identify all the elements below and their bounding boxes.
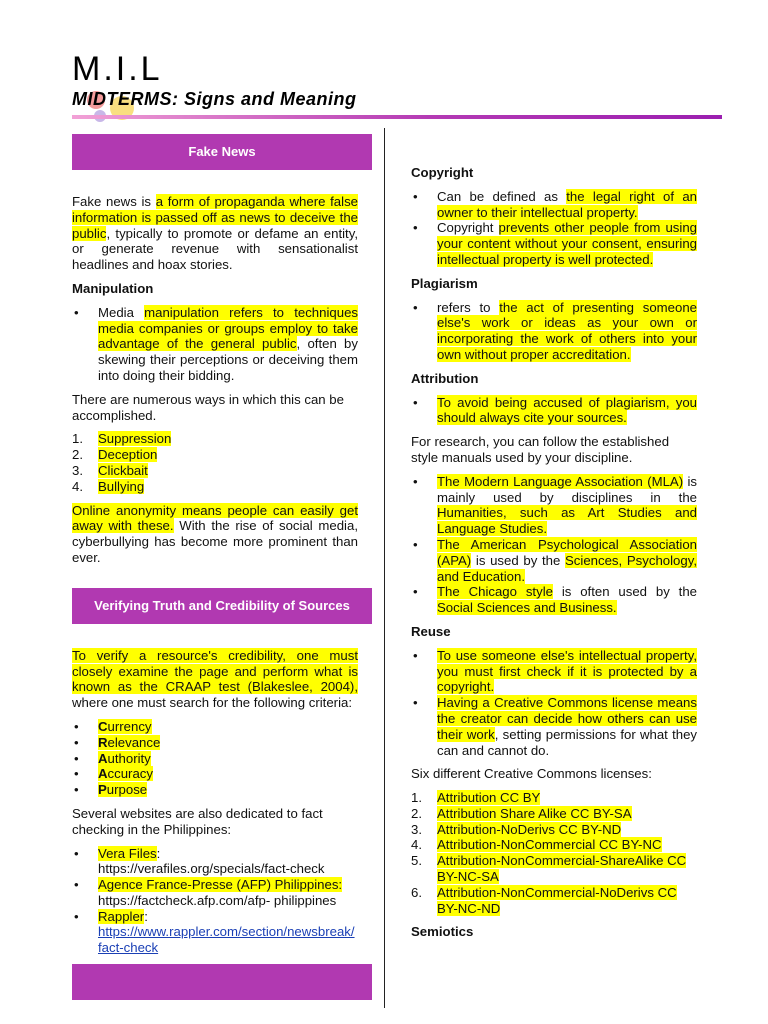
cc-paragraph: Six different Creative Commons licenses: xyxy=(411,766,652,782)
site-url: https://factcheck.afp.com/afp- philippines xyxy=(98,892,337,908)
craap-paragraph: To verify a resource's credibility, one must closely examine the page and perform what is known as the CRAAP test (Blakeslee, 2004), where one must search for the following criteria: xyxy=(72,647,358,711)
list-item: 1. Attribution CC BY xyxy=(411,790,541,806)
style-manuals-list xyxy=(411,474,697,616)
manipulation-heading: Manipulation xyxy=(72,280,154,296)
manipulation-list xyxy=(72,305,358,384)
document-header xyxy=(72,50,732,122)
list-item: 3. Attribution-NoDerivs CC BY-ND xyxy=(411,821,622,837)
list-item: • The Chicago style is often used by the Social Sciences and Business. xyxy=(411,584,697,616)
list-item: • Purpose xyxy=(72,782,358,798)
list-item: • refers to the act of presenting someone else's work or ideas as your own or incorporating the work of others into your own without proper accreditation. xyxy=(411,300,697,363)
list-item: • Rappler: https://www.rappler.com/section/newsbreak/fact-check xyxy=(72,909,358,956)
list-item: • The American Psychological Association (APA) is used by the Sciences, Psychology, and Education. xyxy=(411,537,697,584)
section-banner-empty xyxy=(72,964,372,1000)
fake-news-paragraph: Fake news is a form of propaganda where false information is passed off as news to deceive the public, typically to promote or defame an entity, or generate revenue with sensationalist headlines and hoax stories. xyxy=(72,194,358,273)
list-item: 4. Attribution-NonCommercial CC BY-NC xyxy=(411,837,662,853)
list-item: 3. Clickbait xyxy=(72,462,148,478)
list-item: • The Modern Language Association (MLA) is mainly used by disciplines in the Humanities, such as Art Studies and Language Studies. xyxy=(411,474,697,537)
fact-check-sites-list xyxy=(72,846,358,957)
left-column xyxy=(72,134,358,1000)
cc-licenses-list xyxy=(411,790,697,916)
list-item: • Vera Files: https://verafiles.org/specials/fact-check xyxy=(72,846,358,878)
list-item: 2. Deception xyxy=(72,447,158,463)
list-item: • To avoid being accused of plagiarism, you should always cite your sources. xyxy=(411,395,697,427)
reuse-list xyxy=(411,648,697,759)
list-item: 6. Attribution-NonCommercial-NoDerivs CC BY-NC-ND xyxy=(411,884,677,916)
list-item: 5. Attribution-NonCommercial-ShareAlike CC BY-NC-SA xyxy=(411,853,687,885)
right-column xyxy=(411,165,697,940)
attribution-heading: Attribution xyxy=(411,370,479,386)
list-item: • To use someone else's intellectual property, you must first check if it is protected by a copyright. xyxy=(411,648,697,695)
list-item: • Currency xyxy=(72,719,358,735)
ways-paragraph: There are numerous ways in which this can be accomplished. xyxy=(72,391,344,423)
copyright-list xyxy=(411,189,697,268)
document-title: M.I.L xyxy=(72,50,163,88)
websites-paragraph: Several websites are also dedicated to fact checking in the Philippines: xyxy=(72,805,323,837)
ways-list xyxy=(72,431,358,494)
list-item: • Accuracy xyxy=(72,766,358,782)
attribution-list xyxy=(411,395,697,427)
title-underline xyxy=(72,115,722,119)
list-item: • Having a Creative Commons license means the creator can decide how others can use their work, setting permissions for what they can and cannot do. xyxy=(411,695,697,758)
plagiarism-list xyxy=(411,300,697,363)
semiotics-heading: Semiotics xyxy=(411,924,474,940)
plagiarism-heading: Plagiarism xyxy=(411,275,478,291)
list-item: 2. Attribution Share Alike CC BY-SA xyxy=(411,805,632,821)
research-paragraph: For research, you can follow the established style manuals used by your discipline. xyxy=(411,434,670,465)
list-item: • Authority xyxy=(72,751,358,767)
column-divider xyxy=(384,128,385,1008)
section-banner-fake-news: Fake News xyxy=(72,134,372,170)
list-item: 1. Suppression xyxy=(72,431,172,447)
copyright-heading: Copyright xyxy=(411,165,474,180)
criteria-list xyxy=(72,719,358,798)
document-subtitle: MIDTERMS: Signs and Meaning xyxy=(72,89,357,109)
anonymity-paragraph: Online anonymity means people can easily get away with these. With the rise of social media, cyberbullying has become more prominent than ever. xyxy=(72,502,358,565)
list-item: 4. Bullying xyxy=(72,478,145,494)
reuse-heading: Reuse xyxy=(411,623,451,639)
list-item: • Relevance xyxy=(72,735,358,751)
list-item: • Agence France-Presse (AFP) Philippines: https://factcheck.afp.com/afp- philippines xyxy=(72,877,358,909)
site-url: https://verafiles.org/specials/fact-check xyxy=(98,861,325,877)
list-item: • Can be defined as the legal right of an owner to their intellectual property. xyxy=(411,189,697,221)
rappler-link[interactable]: https://www.rappler.com/section/newsbreak/fact-check xyxy=(98,924,355,956)
list-item: • Copyright prevents other people from using your content without your consent, ensuring intellectual property is well protected. xyxy=(411,220,697,267)
list-item: • Media manipulation refers to techniques media companies or groups employ to take advantage of the general public, often by skewing their perceptions or deceiving them into doing their bidding. xyxy=(72,305,358,384)
section-banner-verifying: Verifying Truth and Credibility of Sources xyxy=(72,588,372,624)
